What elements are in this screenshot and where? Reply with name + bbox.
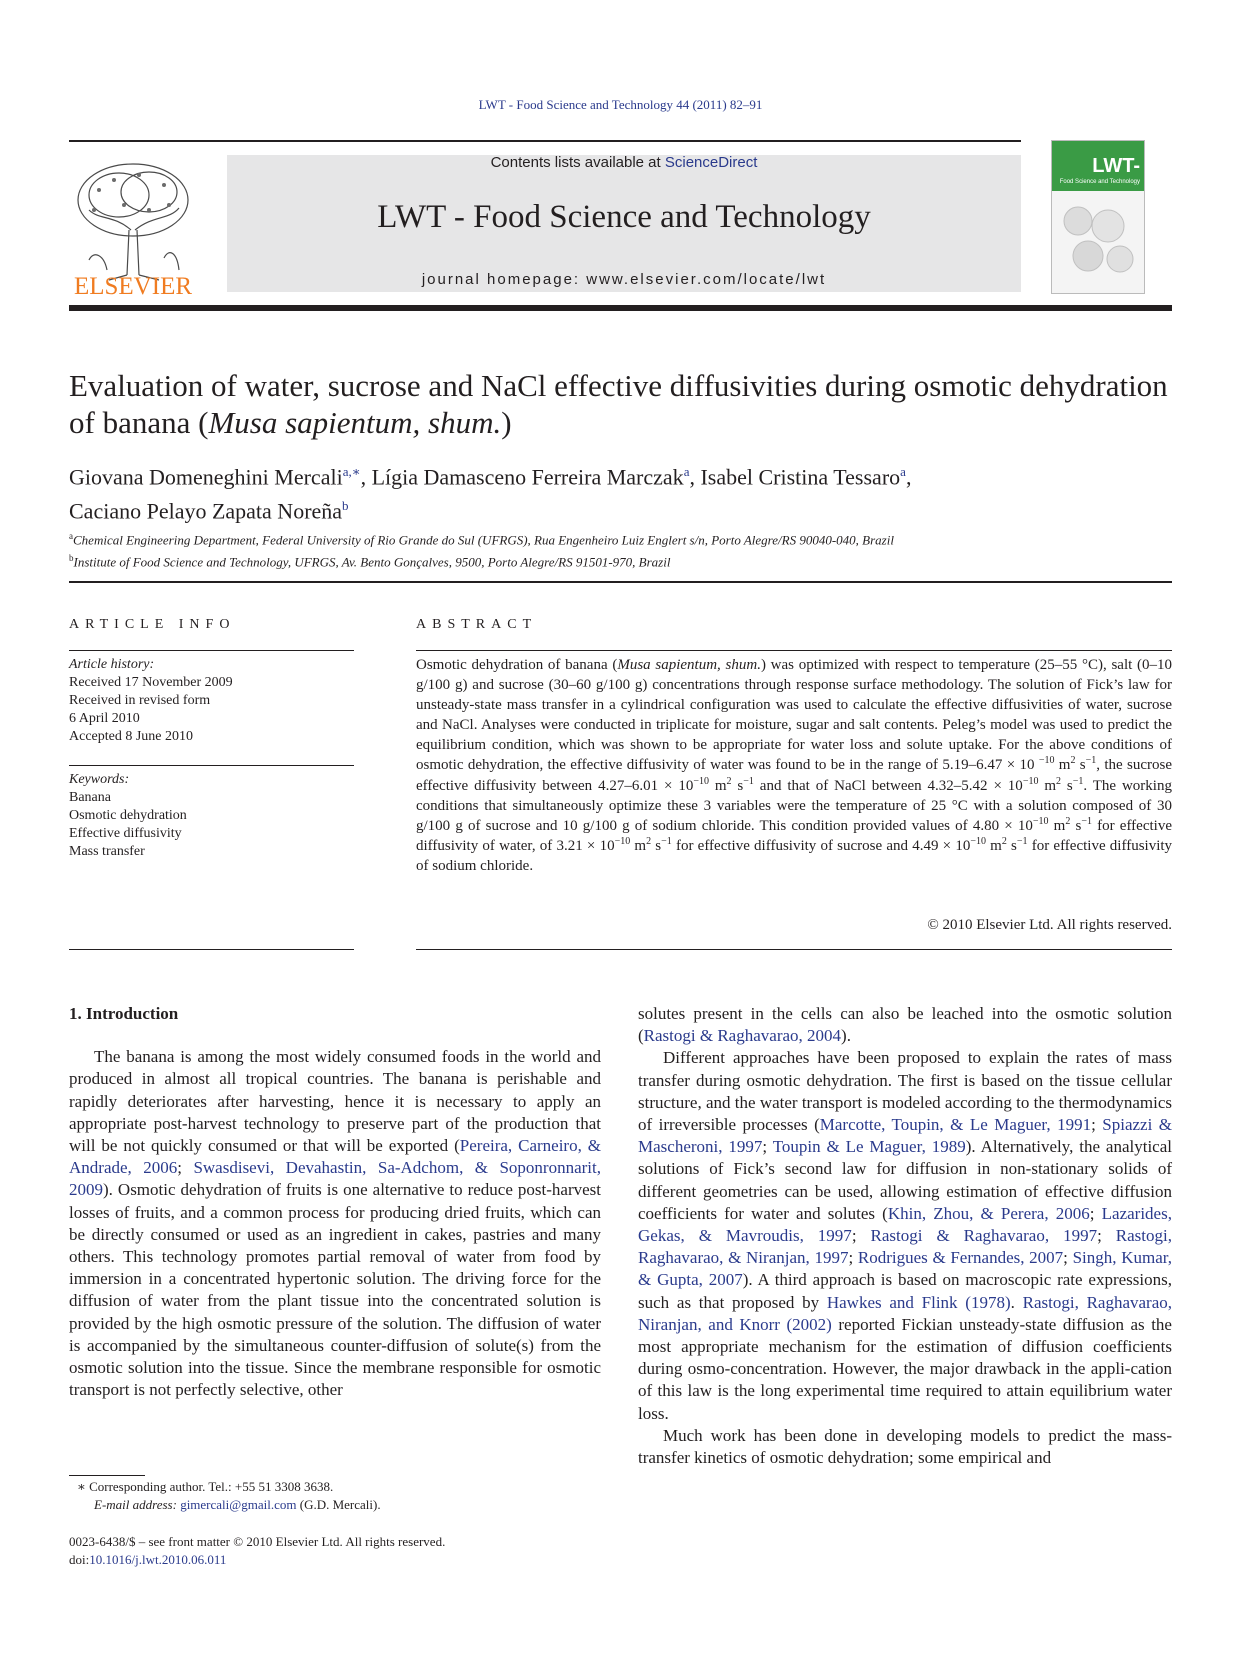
citation-link[interactable]: Rastogi & Raghavarao, 1997: [870, 1226, 1098, 1246]
citation-link[interactable]: Singh, Kumar, & Gupta, 2007: [638, 1248, 1172, 1290]
affiliation-a: [69, 527, 1169, 549]
email-label: E-mail address:: [94, 1497, 181, 1512]
issn-line: 0023-6438/$ – see front matter © 2010 Elsevier Ltd. All rights reserved.: [69, 1534, 446, 1549]
section-heading: 1. Introduction: [69, 1004, 179, 1023]
citation-link[interactable]: Swasdisevi, Devahastin, Sa-Adchom, & Soponronnarit, 2009: [69, 1158, 601, 1200]
affiliation-mark: a: [69, 531, 73, 541]
citation-link[interactable]: Pereira, Carneiro, & Andrade, 2006: [69, 1136, 601, 1178]
keywords-rule: [69, 765, 354, 766]
article-info-heading: ARTICLE INFO: [69, 617, 236, 632]
body-column-left: [69, 1003, 601, 1401]
article-info-bottom-rule: [69, 949, 354, 950]
title-part-2: ): [501, 405, 512, 440]
affiliation-text: Chemical Engineering Department, Federal University of Rio Grande do Sul (UFRGS), Rua Engenheiro Luiz Englert s/n, Porto Alegre/RS 90040-040, Brazil: [73, 532, 894, 548]
contents-prefix: Contents lists available at: [490, 154, 665, 171]
abstract-heading: ABSTRACT: [416, 617, 538, 632]
citation-link[interactable]: Toupin & Le Maguer, 1989: [772, 1137, 966, 1157]
journal-homepage[interactable]: journal homepage: www.elsevier.com/locate/lwt: [421, 271, 827, 288]
body-column-right: [638, 1003, 1172, 1469]
history-line: 6 April 2010: [69, 711, 140, 726]
author-affiliation-mark[interactable]: a,∗: [342, 464, 361, 479]
citation-link[interactable]: Rastogi, Raghavarao, & Niranjan, 1997: [638, 1226, 1172, 1268]
journal-title: LWT - Food Science and Technology: [377, 199, 871, 235]
history-line: Accepted 8 June 2010: [69, 729, 194, 744]
cover-subtitle: Food Science and Technology: [1059, 179, 1140, 185]
title-part-1: Evaluation of water, sucrose and NaCl effective diffusivities during osmotic dehydration of banana (: [69, 368, 1168, 440]
author-name: Giovana Domeneghini Mercali: [69, 464, 343, 490]
email-suffix: (G.D. Mercali).: [296, 1497, 381, 1512]
body-paragraph: The banana is among the most widely consumed foods in the world and produced in almost all tropical countries. The banana is perishable and rapidly deteriorates after harvesting, hence it is necessary to apply an appropriate post-harvest technology to preserve part of the production that will be not quickly consumed or that will be exported (Pereira, Carneiro, & Andrade, 2006; Swasdisevi, Devahastin, Sa-Adchom, & Soponronnarit, 2009). Osmotic dehydration of fruits is one alternative to reduce post-harvest losses of fruits, and a common process for producing dried fruits, which can be directly consumed or used as an ingredient in cakes, pastries and many others. This technology promotes partial removal of water from food by immersion in a concentrated hypertonic solution. The driving force for the diffusion of water from the plant tissue into the concentrated solution is provided by the high osmotic pressure of the solution. The diffusion of water is accompanied by the simultaneous counter-diffusion of solute(s) from the osmotic solution into the tissue. Since the membrane responsible for osmotic transport is not perfectly selective, other: [69, 1047, 601, 1400]
front-matter-notice: [69, 1533, 601, 1569]
doi-link[interactable]: 10.1016/j.lwt.2010.06.011: [89, 1552, 227, 1567]
cover-image: [1058, 201, 1138, 281]
affiliation-text: Institute of Food Science and Technology, UFRGS, Av. Bento Gonçalves, 9500, Porto Alegre/RS 91501-970, Brazil: [73, 554, 671, 570]
doi-label: doi:: [69, 1552, 90, 1567]
body-paragraph: Much work has been done in developing models to predict the mass-transfer kinetics of osmotic dehydration; some empirical and: [638, 1425, 1172, 1468]
citation-link[interactable]: Rastogi, Raghavarao, Niranjan, and Knorr (2002): [638, 1292, 1172, 1334]
affiliations: [69, 527, 1169, 572]
keyword: Effective diffusivity: [69, 826, 182, 841]
citation-link[interactable]: Marcotte, Toupin, & Le Maguer, 1991: [819, 1115, 1092, 1135]
keyword: Osmotic dehydration: [69, 808, 187, 823]
masthead-bottom-rule: [69, 305, 1172, 311]
citation-link[interactable]: Rodrigues & Fernandes, 2007: [857, 1248, 1064, 1268]
author-separator: ,: [689, 464, 701, 490]
email-link[interactable]: gimercali@gmail.com: [180, 1497, 297, 1512]
author-name: Isabel Cristina Tessaro: [700, 464, 901, 490]
affiliation-mark: b: [69, 553, 74, 564]
history-line: Received in revised form: [69, 693, 211, 708]
email-line: [69, 1496, 601, 1514]
author-affiliation-mark[interactable]: a: [683, 464, 690, 479]
citation-link[interactable]: Hawkes and Flink (1978): [826, 1292, 1011, 1312]
author-list: [69, 457, 1169, 526]
author-name: Caciano Pelayo Zapata Noreña: [69, 498, 343, 524]
citation-link[interactable]: Rastogi & Raghavarao, 2004: [643, 1026, 842, 1046]
citation-link[interactable]: Lazarides, Gekas, & Mavroudis, 1997: [638, 1203, 1172, 1246]
author-separator: ,: [905, 464, 912, 490]
article-history: [69, 656, 354, 746]
cover-title: LWT-: [1092, 155, 1140, 177]
history-label: Article history:: [69, 657, 155, 672]
author-separator: ,: [360, 464, 372, 490]
footnote-rule: [69, 1475, 145, 1476]
journal-reference[interactable]: LWT - Food Science and Technology 44 (2011) 82–91: [478, 97, 763, 112]
doi-line: [69, 1551, 601, 1569]
article-title: [69, 367, 1169, 441]
journal-cover-thumbnail[interactable]: [1051, 140, 1145, 294]
abstract-bottom-rule: [416, 949, 1172, 950]
header-rule: [69, 140, 1021, 142]
article-info-rule: [69, 650, 354, 651]
body-paragraph: Different approaches have been proposed to explain the rates of mass transfer during osmotic dehydration. The first is based on the tissue cellular structure, and the water transport is modeled according to the thermodynamics of irreversible processes (Marcotte, Toupin, & Le Maguer, 1991; Spiazzi & Mascheroni, 1997; Toupin & Le Maguer, 1989). Alternatively, the analytical solutions of Fick’s second law for diffusion in non-stationary solids of different geometries can be used, allowing estimation of effective diffusion coefficients for water and solutes (Khin, Zhou, & Perera, 2006; Lazarides, Gekas, & Mavroudis, 1997; Rastogi & Raghavarao, 1997; Rastogi, Raghavarao, & Niranjan, 1997; Rodrigues & Fernandes, 2007; Singh, Kumar, & Gupta, 2007). A third approach is based on macroscopic rate expressions, such as that proposed by Hawkes and Flink (1978). Rastogi, Raghavarao, Niranjan, and Knorr (2002) reported Fickian unsteady-state diffusion as the most appropriate mechanism for the estimation of diffusion coefficients during osmo-concentration. However, the major drawback in the appli-cation of this law is the long experimental time required to attain equilibrium water loss.: [638, 1048, 1173, 1423]
citation-link[interactable]: Spiazzi & Mascheroni, 1997: [638, 1115, 1172, 1157]
keywords-label: Keywords:: [69, 772, 130, 787]
title-species: Musa sapientum, shum.: [208, 405, 502, 440]
sciencedirect-link[interactable]: ScienceDirect: [664, 154, 758, 171]
abstract-text: Osmotic dehydration of banana (Musa sapientum, shum.) was optimized with respect to temperature (25–55 °C), salt (0–10 g/100 g) and sucrose (30–60 g/100 g) concentrations through response surface methodology. The solution of Fick’s law for unsteady-state mass transfer in a cylindrical configuration was used to calculate the effective diffusivities of water, sucrose and NaCl. Analyses were conducted in triplicate for moisture, sugar and salt contents. Peleg’s model was used to predict the equilibrium condition, which was shown to be appropriate for water loss and solute uptake. For the above conditions of osmotic dehydration, the effective diffusivity of water was found to be in the range of 5.19–6.47 × 10 $^{-10}$ $m^2$ $s^{-1}$, the sucrose effective diffusivity between $4.27-6.01 \times 10^{-10}$ $m^2$ $s^{-1}$ and that of NaCl between $4.32-5.42 \times 10^{-10}$ $m^2$ $s^{-1}$. The working conditions that simultaneously optimize these 3 variables were the temperature of 25 °C with a solution composed of 30 g/100 g of sucrose and 10 g/100 g of sodium chloride. This condition provided values of $4.80 \times 10^{-10}$ $m^2$ $s^{-1}$ for effective diffusivity of water, of $3.21 \times 10^{-10}$ $m^2$ $s^{-1}$ for effective diffusivity of sucrose and $4.49 \times 10^{-10}$ $m^2$ $s^{-1}$ for effective diffusivity of sodium chloride.: [416, 657, 1173, 874]
keyword: Mass transfer: [69, 844, 145, 859]
author-affiliation-mark[interactable]: a: [900, 464, 906, 479]
history-line: Received 17 November 2009: [69, 675, 233, 690]
elsevier-wordmark[interactable]: ELSEVIER: [73, 273, 193, 300]
keyword: Banana: [69, 790, 111, 805]
body-paragraph: solutes present in the cells can also be leached into the osmotic solution (Rastogi & Raghavarao, 2004).: [638, 1004, 1172, 1046]
header-divider: [69, 581, 1172, 583]
contents-available-line: [227, 154, 1021, 171]
corresponding-author-footnote: [69, 1478, 601, 1514]
abstract-copyright: © 2010 Elsevier Ltd. All rights reserved.: [927, 917, 1172, 933]
author-affiliation-mark[interactable]: b: [342, 498, 349, 514]
keywords: [69, 771, 354, 861]
author-name: Lígia Damasceno Ferreira Marczak: [371, 464, 684, 490]
abstract-rule: [416, 650, 1172, 651]
corresponding-author-line: ∗ Corresponding author. Tel.: +55 51 3308 3638.: [77, 1479, 334, 1494]
citation-link[interactable]: Khin, Zhou, & Perera, 2006: [887, 1203, 1090, 1223]
affiliation-b: [69, 549, 1169, 571]
